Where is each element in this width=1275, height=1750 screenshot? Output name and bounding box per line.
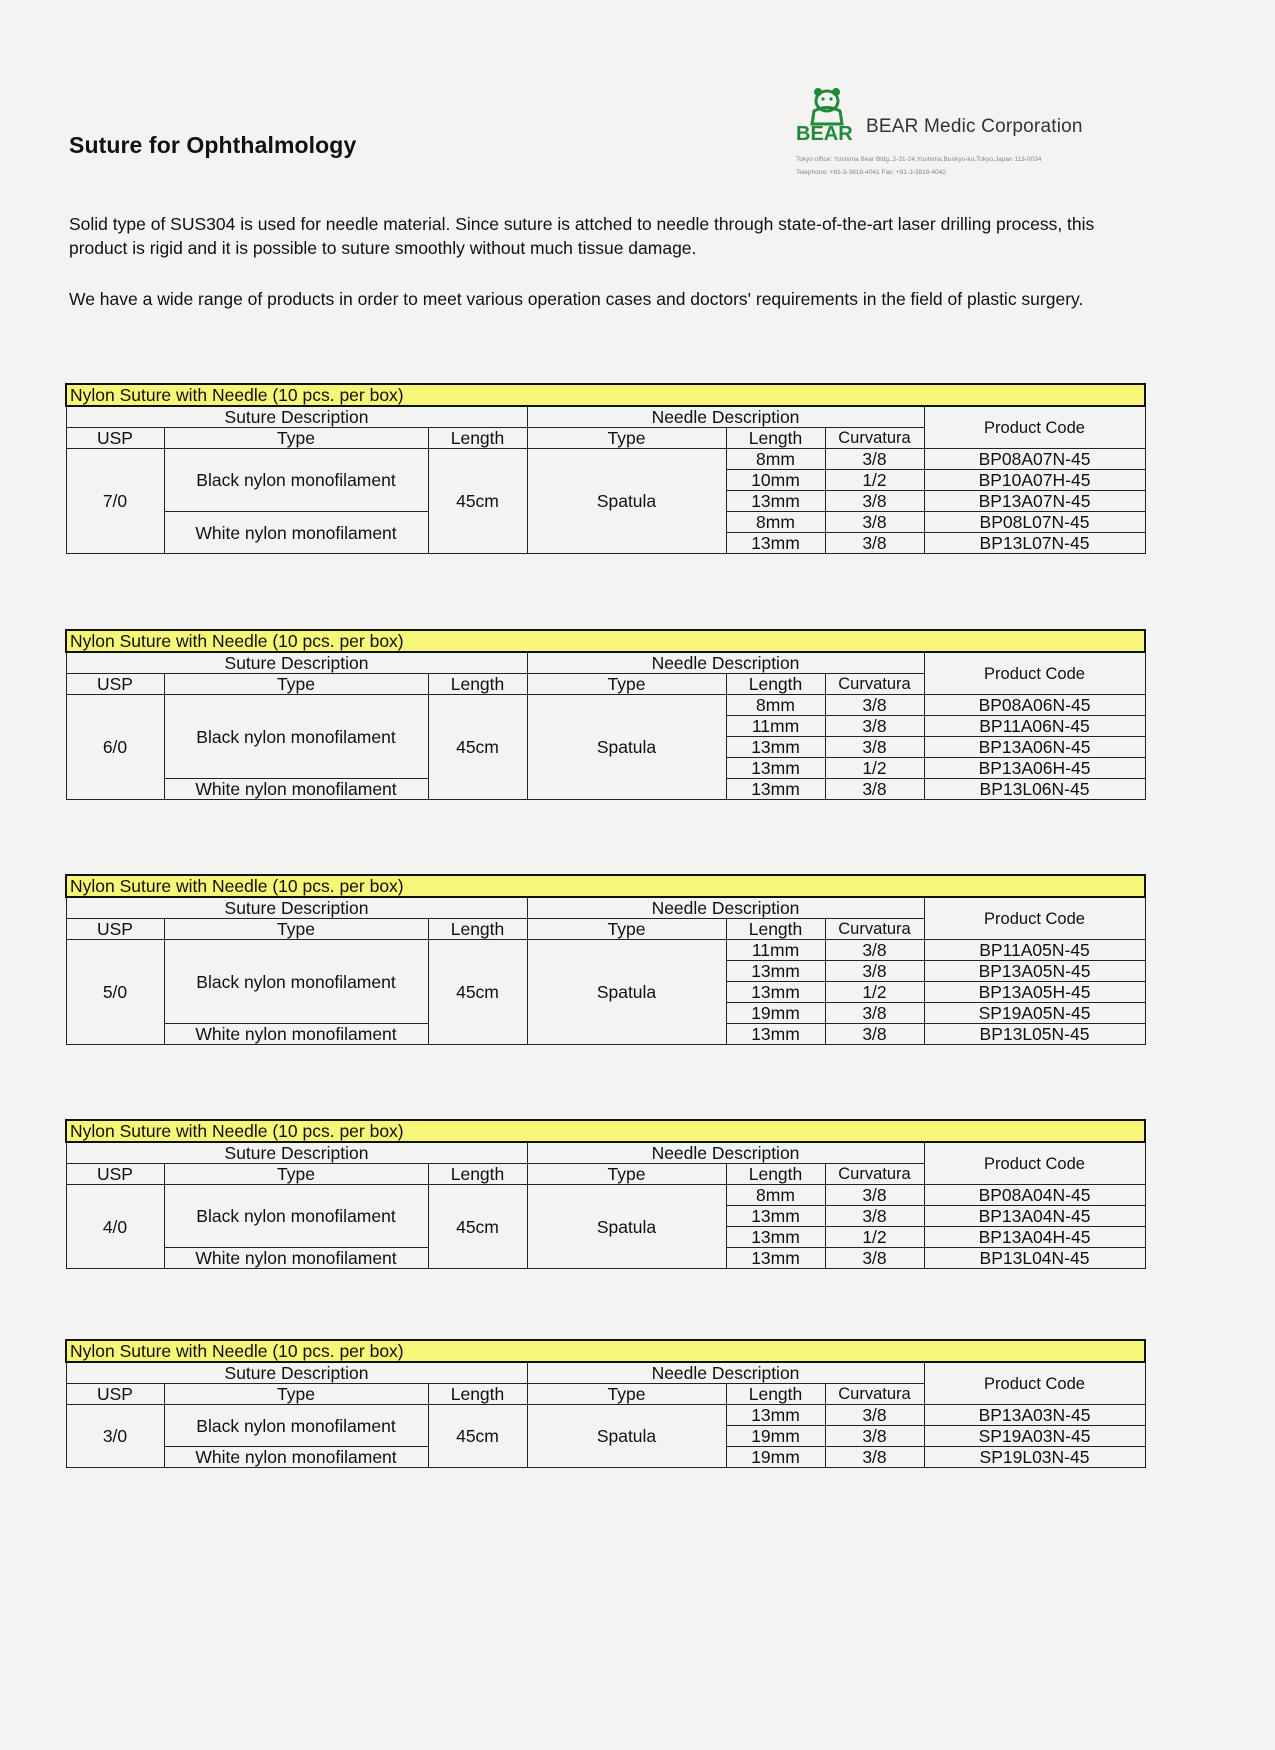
suture-type: White nylon monofilament: [164, 1024, 428, 1045]
needle-curvatura: 1/2: [825, 982, 924, 1003]
needle-curvatura: 1/2: [825, 1227, 924, 1248]
usp-value: 4/0: [66, 1185, 164, 1269]
needle-length: 19mm: [726, 1426, 825, 1447]
company-address: Tokyo office: Yushima Bear Bldg.,2-31-24,Yushima,Bunkyo-ku,Tokyo,Japan 113-0034: [796, 156, 1042, 163]
suture-length: 45cm: [428, 695, 527, 800]
product-code: BP13A04H-45: [924, 1227, 1145, 1248]
needle-description-header: Needle Description: [527, 1362, 924, 1384]
product-code: BP13A07N-45: [924, 491, 1145, 512]
product-code: BP13L06N-45: [924, 779, 1145, 800]
needle-curvatura: 1/2: [825, 470, 924, 491]
table-row: [66, 695, 1145, 716]
usp-header: USP: [66, 428, 164, 449]
curvatura-header: Curvatura: [825, 1384, 924, 1405]
needle-length: 13mm: [726, 982, 825, 1003]
suture-description-header: Suture Description: [66, 897, 527, 919]
suture-type-header: Type: [164, 1384, 428, 1405]
product-code: BP13L07N-45: [924, 533, 1145, 554]
product-code: BP13A06H-45: [924, 758, 1145, 779]
suture-type: Black nylon monofilament: [164, 449, 428, 512]
suture-description-header: Suture Description: [66, 652, 527, 674]
table-caption-row: [66, 875, 1145, 897]
company-telephone: Telephone: +81-3-3818-4041 Fax: +81-3-3818-4042: [796, 169, 946, 176]
table-header-row: [66, 1362, 1145, 1384]
suture-type: Black nylon monofilament: [164, 1185, 428, 1248]
needle-curvatura: 3/8: [825, 1405, 924, 1426]
needle-length: 13mm: [726, 758, 825, 779]
table-caption: Nylon Suture with Needle (10 pcs. per box): [66, 1340, 1145, 1362]
needle-length: 11mm: [726, 716, 825, 737]
suture-length-header: Length: [428, 1164, 527, 1185]
usp-header: USP: [66, 1384, 164, 1405]
needle-type: Spatula: [527, 940, 726, 1045]
needle-curvatura: 3/8: [825, 695, 924, 716]
needle-curvatura: 3/8: [825, 1024, 924, 1045]
product-code: BP11A06N-45: [924, 716, 1145, 737]
needle-length: 13mm: [726, 1206, 825, 1227]
table-caption: Nylon Suture with Needle (10 pcs. per box): [66, 1120, 1145, 1142]
product-table: [65, 874, 1146, 1045]
product-code: BP13A03N-45: [924, 1405, 1145, 1426]
needle-type: Spatula: [527, 695, 726, 800]
usp-value: 3/0: [66, 1405, 164, 1468]
product-code-header: Product Code: [924, 897, 1145, 940]
needle-description-header: Needle Description: [527, 1142, 924, 1164]
needle-type: Spatula: [527, 1405, 726, 1468]
product-table: [65, 1119, 1146, 1269]
usp-header: USP: [66, 919, 164, 940]
needle-length-header: Length: [726, 1384, 825, 1405]
suture-type: Black nylon monofilament: [164, 940, 428, 1024]
suture-length: 45cm: [428, 940, 527, 1045]
needle-length: 8mm: [726, 695, 825, 716]
product-code: BP13L05N-45: [924, 1024, 1145, 1045]
needle-curvatura: 3/8: [825, 1447, 924, 1468]
needle-type: Spatula: [527, 449, 726, 554]
usp-header: USP: [66, 674, 164, 695]
suture-description-header: Suture Description: [66, 1362, 527, 1384]
product-code: BP13A05H-45: [924, 982, 1145, 1003]
needle-description-header: Needle Description: [527, 652, 924, 674]
needle-type-header: Type: [527, 1384, 726, 1405]
product-code-header: Product Code: [924, 1142, 1145, 1185]
product-code: BP10A07H-45: [924, 470, 1145, 491]
needle-length-header: Length: [726, 919, 825, 940]
product-code: BP08L07N-45: [924, 512, 1145, 533]
needle-curvatura: 3/8: [825, 449, 924, 470]
usp-value: 7/0: [66, 449, 164, 554]
needle-curvatura: 3/8: [825, 716, 924, 737]
suture-type: Black nylon monofilament: [164, 1405, 428, 1447]
suture-type: White nylon monofilament: [164, 1447, 428, 1468]
needle-curvatura: 3/8: [825, 512, 924, 533]
table-header-row: [66, 406, 1145, 428]
product-table: [65, 383, 1146, 554]
needle-type-header: Type: [527, 674, 726, 695]
table-row: [66, 940, 1145, 961]
table-header-row: [66, 897, 1145, 919]
curvatura-header: Curvatura: [825, 919, 924, 940]
needle-description-header: Needle Description: [527, 406, 924, 428]
product-code: BP13L04N-45: [924, 1248, 1145, 1269]
suture-length: 45cm: [428, 1405, 527, 1468]
logo-text: BEAR: [796, 123, 853, 142]
needle-type-header: Type: [527, 919, 726, 940]
table-header-row: [66, 1142, 1145, 1164]
needle-length-header: Length: [726, 674, 825, 695]
table-row: [66, 1185, 1145, 1206]
product-code: SP19L03N-45: [924, 1447, 1145, 1468]
needle-curvatura: 3/8: [825, 1206, 924, 1227]
page-title: Suture for Ophthalmology: [69, 132, 357, 158]
product-code: BP08A06N-45: [924, 695, 1145, 716]
product-code-header: Product Code: [924, 406, 1145, 449]
needle-length: 11mm: [726, 940, 825, 961]
table-caption-row: [66, 384, 1145, 406]
needle-length: 19mm: [726, 1447, 825, 1468]
suture-length: 45cm: [428, 1185, 527, 1269]
suture-type-header: Type: [164, 1164, 428, 1185]
table-caption-row: [66, 1120, 1145, 1142]
needle-length: 13mm: [726, 779, 825, 800]
product-code: SP19A05N-45: [924, 1003, 1145, 1024]
needle-curvatura: 3/8: [825, 779, 924, 800]
product-code: BP08A07N-45: [924, 449, 1145, 470]
product-code-header: Product Code: [924, 1362, 1145, 1405]
table-caption-row: [66, 630, 1145, 652]
needle-curvatura: 3/8: [825, 1185, 924, 1206]
suture-length-header: Length: [428, 919, 527, 940]
table-row: [66, 449, 1145, 470]
table-caption-row: [66, 1340, 1145, 1362]
needle-curvatura: 3/8: [825, 961, 924, 982]
needle-length: 8mm: [726, 1185, 825, 1206]
table-caption: Nylon Suture with Needle (10 pcs. per box): [66, 384, 1145, 406]
company-name: BEAR Medic Corporation: [866, 116, 1083, 137]
needle-length: 8mm: [726, 512, 825, 533]
suture-type: White nylon monofilament: [164, 779, 428, 800]
needle-type: Spatula: [527, 1185, 726, 1269]
product-table: [65, 629, 1146, 800]
needle-length: 19mm: [726, 1003, 825, 1024]
needle-type-header: Type: [527, 428, 726, 449]
needle-length: 13mm: [726, 1248, 825, 1269]
suture-length-header: Length: [428, 674, 527, 695]
needle-curvatura: 3/8: [825, 491, 924, 512]
suture-type-header: Type: [164, 674, 428, 695]
needle-curvatura: 3/8: [825, 940, 924, 961]
needle-length: 13mm: [726, 1405, 825, 1426]
needle-length: 13mm: [726, 737, 825, 758]
usp-value: 6/0: [66, 695, 164, 800]
usp-header: USP: [66, 1164, 164, 1185]
company-header: [796, 84, 1156, 176]
table-caption: Nylon Suture with Needle (10 pcs. per box): [66, 630, 1145, 652]
suture-description-header: Suture Description: [66, 1142, 527, 1164]
usp-value: 5/0: [66, 940, 164, 1045]
product-code-header: Product Code: [924, 652, 1145, 695]
needle-length: 13mm: [726, 1227, 825, 1248]
needle-type-header: Type: [527, 1164, 726, 1185]
suture-type: White nylon monofilament: [164, 1248, 428, 1269]
suture-type: Black nylon monofilament: [164, 695, 428, 779]
curvatura-header: Curvatura: [825, 674, 924, 695]
needle-description-header: Needle Description: [527, 897, 924, 919]
product-code: BP11A05N-45: [924, 940, 1145, 961]
suture-length: 45cm: [428, 449, 527, 554]
needle-curvatura: 3/8: [825, 1426, 924, 1447]
needle-curvatura: 1/2: [825, 758, 924, 779]
product-code: SP19A03N-45: [924, 1426, 1145, 1447]
needle-curvatura: 3/8: [825, 737, 924, 758]
bear-logo-icon: [796, 84, 860, 142]
suture-type-header: Type: [164, 428, 428, 449]
needle-length: 13mm: [726, 491, 825, 512]
product-code: BP13A05N-45: [924, 961, 1145, 982]
product-code: BP13A06N-45: [924, 737, 1145, 758]
curvatura-header: Curvatura: [825, 1164, 924, 1185]
product-table: [65, 1339, 1146, 1468]
suture-description-header: Suture Description: [66, 406, 527, 428]
intro-paragraph: We have a wide range of products in order to meet various operation cases and doctors' requirements in the field of plastic surgery.: [69, 289, 1084, 309]
product-code: BP08A04N-45: [924, 1185, 1145, 1206]
needle-curvatura: 3/8: [825, 1248, 924, 1269]
needle-length-header: Length: [726, 1164, 825, 1185]
table-caption: Nylon Suture with Needle (10 pcs. per box): [66, 875, 1145, 897]
suture-length-header: Length: [428, 1384, 527, 1405]
suture-length-header: Length: [428, 428, 527, 449]
table-row: [66, 1405, 1145, 1426]
needle-length: 10mm: [726, 470, 825, 491]
intro-paragraph: Solid type of SUS304 is used for needle material. Since suture is attched to needle through state-of-the-art laser drilling process, this product is rigid and it is possible to suture smoothly without much tissue damage.: [69, 214, 1095, 258]
needle-length-header: Length: [726, 428, 825, 449]
needle-length: 13mm: [726, 1024, 825, 1045]
suture-type-header: Type: [164, 919, 428, 940]
needle-length: 13mm: [726, 961, 825, 982]
needle-curvatura: 3/8: [825, 1003, 924, 1024]
curvatura-header: Curvatura: [825, 428, 924, 449]
needle-length: 8mm: [726, 449, 825, 470]
suture-type: White nylon monofilament: [164, 512, 428, 554]
needle-length: 13mm: [726, 533, 825, 554]
table-header-row: [66, 652, 1145, 674]
product-code: BP13A04N-45: [924, 1206, 1145, 1227]
needle-curvatura: 3/8: [825, 533, 924, 554]
